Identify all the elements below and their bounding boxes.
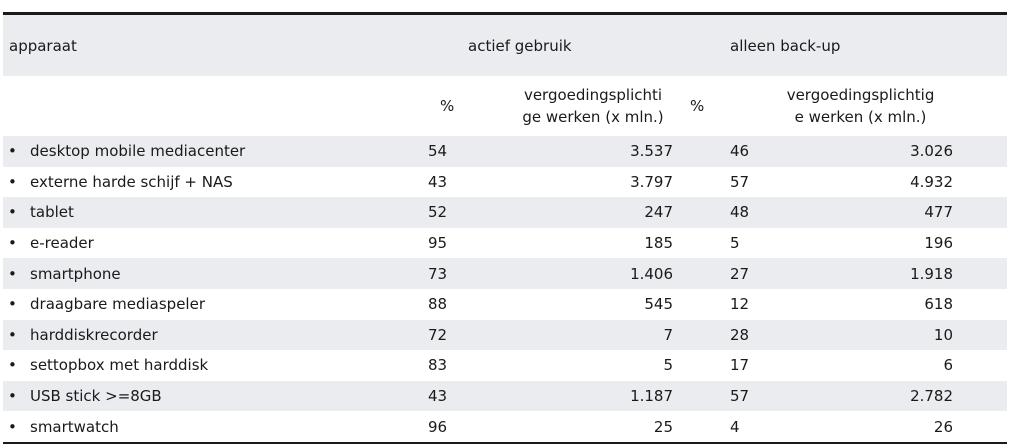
device-name: USB stick >=8GB <box>30 387 162 406</box>
device-name: settopbox met harddisk <box>30 356 209 375</box>
header-row-sub <box>3 76 1007 136</box>
backup-works-cell: 10 <box>728 320 953 351</box>
backup-works-cell: 4.932 <box>910 172 954 191</box>
device-name: smartphone <box>30 264 121 283</box>
active-pct-cell: 43 <box>428 381 493 412</box>
active-pct-cell: 43 <box>428 172 448 191</box>
backup-works-cell: 196 <box>924 234 954 253</box>
backup-pct-cell: 5 <box>730 234 740 253</box>
device-cell <box>3 350 428 381</box>
backup-pct-cell: 57 <box>730 172 750 191</box>
backup-pct-cell: 27 <box>673 258 728 289</box>
header-backup-works-line2: e werken (x mln.) <box>794 108 927 126</box>
device-cell <box>3 289 428 320</box>
device-cell <box>3 381 428 412</box>
device-cell <box>3 320 428 351</box>
active-pct-cell: 73 <box>428 258 493 289</box>
active-works-cell: 3.797 <box>630 172 674 191</box>
device-name: smartwatch <box>30 417 119 436</box>
table-bottom-rule <box>3 442 1007 444</box>
header-active-works <box>493 76 673 136</box>
backup-works-cell: 618 <box>924 295 954 314</box>
backup-works-cell: 3.026 <box>728 136 953 167</box>
table-row <box>3 136 1007 167</box>
bullet-icon: • <box>8 203 17 222</box>
backup-pct-cell: 48 <box>673 197 728 228</box>
backup-pct-cell: 57 <box>673 381 728 412</box>
table-row <box>3 258 1007 289</box>
backup-pct-cell: 28 <box>673 320 728 351</box>
data-table-container <box>3 12 1007 444</box>
bullet-icon: • <box>8 234 17 253</box>
active-pct-cell: 54 <box>428 136 493 167</box>
header-backup-works <box>728 76 953 136</box>
header-active-use: actief gebruik <box>428 15 673 76</box>
device-name: draagbare mediaspeler <box>30 295 205 314</box>
bullet-icon: • <box>8 356 17 375</box>
bullet-icon: • <box>8 295 17 314</box>
active-works-cell: 25 <box>653 417 674 436</box>
header-active-pct: % <box>428 76 493 136</box>
device-cell <box>3 228 428 259</box>
active-works-cell: 1.187 <box>493 381 673 412</box>
active-works-cell: 3.537 <box>493 136 673 167</box>
header-backup-pct: % <box>673 76 728 136</box>
bullet-icon: • <box>8 172 17 191</box>
active-pct-cell: 52 <box>428 197 493 228</box>
active-works-cell: 5 <box>663 356 674 375</box>
device-name: externe harde schijf + NAS <box>30 172 233 191</box>
device-cell <box>3 136 428 167</box>
device-name: desktop mobile mediacenter <box>30 142 246 161</box>
active-pct-cell: 83 <box>428 356 448 375</box>
backup-pct-cell: 46 <box>673 136 728 167</box>
backup-pct-cell: 12 <box>730 295 750 314</box>
device-name: e-reader <box>30 234 94 253</box>
active-pct-cell: 88 <box>428 295 448 314</box>
active-works-cell: 545 <box>644 295 674 314</box>
header-backup-only: alleen back-up <box>673 15 1007 76</box>
active-works-cell: 7 <box>493 320 673 351</box>
device-name: tablet <box>30 203 74 222</box>
table-row <box>3 381 1007 412</box>
header-active-works-line2: ge werken (x mln.) <box>522 108 664 126</box>
table-row <box>3 411 1007 442</box>
device-usage-table <box>3 15 1007 442</box>
active-pct-cell: 95 <box>428 234 448 253</box>
active-pct-cell: 72 <box>428 320 493 351</box>
header-device: apparaat <box>3 15 428 76</box>
backup-works-cell: 1.918 <box>728 258 953 289</box>
bullet-icon: • <box>8 387 17 406</box>
backup-works-cell: 2.782 <box>728 381 953 412</box>
backup-works-cell: 26 <box>933 417 954 436</box>
device-cell <box>3 167 428 198</box>
device-cell <box>3 411 428 442</box>
header-active-works-line1: vergoedingsplichti <box>523 86 663 104</box>
bullet-icon: • <box>8 325 17 344</box>
device-name: harddiskrecorder <box>30 325 158 344</box>
table-row <box>3 320 1007 351</box>
header-backup-works-line1: vergoedingsplichtig <box>786 86 935 104</box>
device-cell <box>3 197 428 228</box>
backup-works-cell: 477 <box>728 197 953 228</box>
backup-pct-cell: 17 <box>730 356 750 375</box>
bullet-icon: • <box>8 142 17 161</box>
active-pct-cell: 96 <box>428 417 448 436</box>
active-works-cell: 1.406 <box>493 258 673 289</box>
active-works-cell: 247 <box>493 197 673 228</box>
table-row <box>3 167 1007 198</box>
header-row-groups <box>3 15 1007 76</box>
table-body <box>3 136 1007 442</box>
table-row <box>3 228 1007 259</box>
bullet-icon: • <box>8 417 17 436</box>
backup-works-cell: 6 <box>943 356 954 375</box>
backup-pct-cell: 4 <box>730 417 740 436</box>
table-row <box>3 350 1007 381</box>
bullet-icon: • <box>8 264 17 283</box>
table-row <box>3 197 1007 228</box>
device-cell <box>3 258 428 289</box>
active-works-cell: 185 <box>644 234 674 253</box>
table-row <box>3 289 1007 320</box>
